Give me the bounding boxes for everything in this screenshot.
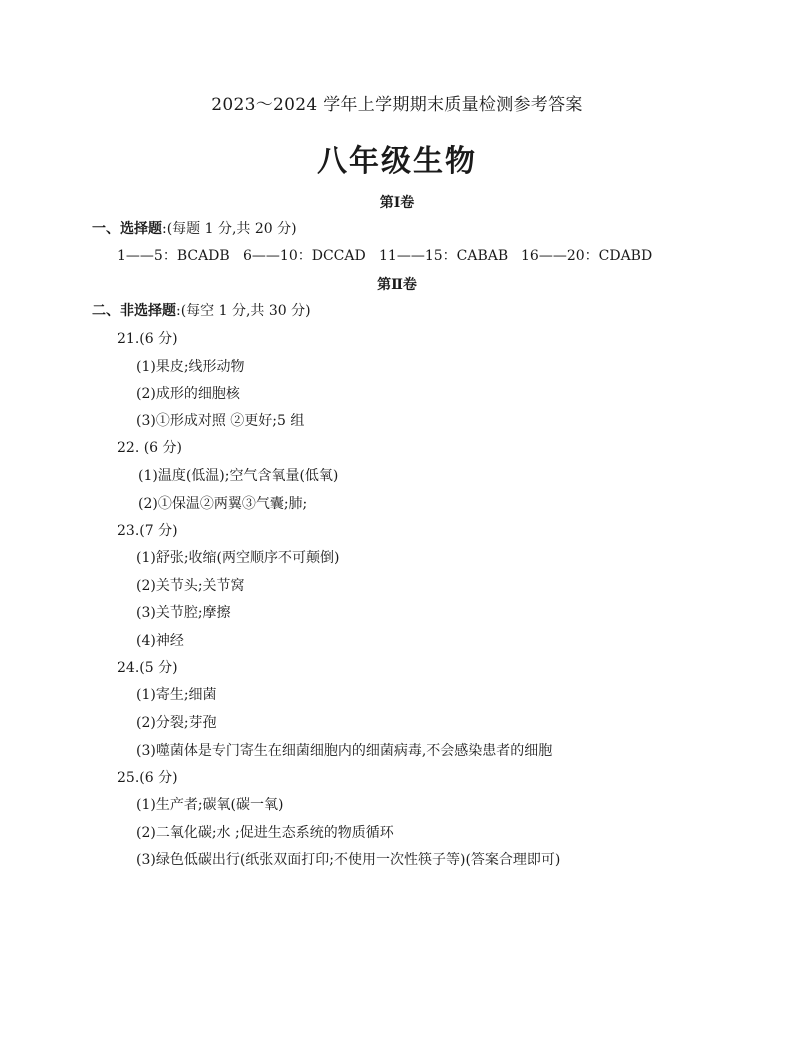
question-24-item: (2)分裂;芽孢 [136, 715, 217, 731]
exam-title: 2023～2024 学年上学期期末质量检测参考答案 [211, 95, 583, 115]
question-25-item: (1)生产者;碳氧(碳一氧) [136, 797, 284, 813]
question-21-number: 21.(6 分) [117, 331, 178, 347]
question-21-item: (1)果皮;线形动物 [136, 359, 245, 375]
section1-title: 一、选择题 [92, 221, 162, 237]
question-21-item: (2)成形的细胞核 [136, 386, 240, 402]
question-22-item: (1)温度(低温);空气含氧量(低氧) [138, 468, 339, 484]
part1-label: 第Ⅰ卷 [379, 195, 415, 211]
section2-heading [92, 300, 311, 320]
question-23-item: (4)神经 [136, 633, 184, 649]
question-25-item: (3)绿色低碳出行(纸张双面打印;不使用一次性筷子等)(答案合理即可) [136, 852, 561, 868]
section2-note: :(每空 1 分,共 30 分) [176, 303, 311, 319]
question-24-item: (1)寄生;细菌 [136, 687, 217, 703]
section1-heading [92, 218, 297, 238]
question-24-item: (3)噬菌体是专门寄生在细菌细胞内的细菌病毒,不会感染患者的细胞 [136, 743, 553, 759]
part2-label: 第Ⅱ卷 [377, 277, 417, 293]
answer-group: 1——5：BCADB [117, 248, 230, 264]
question-25-number: 25.(6 分) [117, 770, 178, 786]
section1-note: :(每题 1 分,共 20 分) [162, 221, 297, 237]
choice-answers-row [117, 245, 652, 265]
question-22-number: 22. (6 分) [117, 440, 182, 456]
question-23-item: (3)关节腔;摩擦 [136, 605, 231, 621]
section2-title: 二、非选择题 [92, 303, 176, 319]
question-25-item: (2)二氧化碳;水 ;促进生态系统的物质循环 [136, 825, 394, 841]
answer-group: 11——15：CABAB [379, 248, 509, 264]
question-22-item: (2)①保温②两翼③气囊;肺; [138, 496, 308, 512]
question-23-number: 23.(7 分) [117, 523, 178, 539]
answer-group: 16——20：CDABD [521, 248, 653, 264]
answer-group: 6——10：DCCAD [243, 248, 366, 264]
question-23-item: (1)舒张;收缩(两空顺序不可颠倒) [136, 550, 340, 566]
question-21-item: (3)①形成对照 ②更好;5 组 [136, 413, 305, 429]
question-23-item: (2)关节头;关节窝 [136, 578, 245, 594]
question-24-number: 24.(5 分) [117, 660, 178, 676]
subject-title: 八年级生物 [317, 144, 477, 179]
